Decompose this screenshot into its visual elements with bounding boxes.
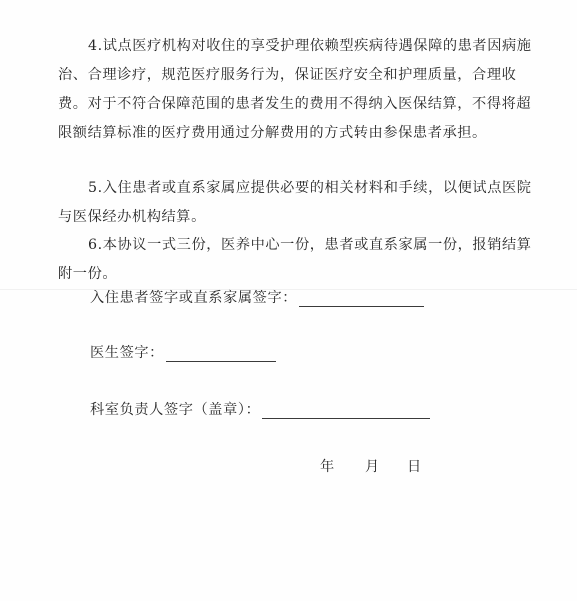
doctor-signature-label: 医生签字： — [90, 345, 164, 361]
clause-6-paragraph: 6.本协议一式三份，医养中心一份，患者或直系家属一份，报销结算附一份。 — [58, 237, 532, 282]
doctor-signature-line[interactable] — [166, 347, 276, 362]
doctor-signature-row — [90, 342, 276, 362]
patient-signature-line[interactable] — [299, 292, 424, 307]
clause-4-paragraph: 4.试点医疗机构对收住的享受护理依赖型疾病待遇保障的患者因病施治、合理诊疗，规范医疗服务行为，保证医疗安全和护理质量，合理收费。对于不符合保障范围的患者发生的费用不得纳入医保结算，不得将超限额结算标准的医疗费用通过分解费用的方式转由参保患者承担。 — [58, 38, 532, 141]
dept-head-signature-line[interactable] — [262, 404, 430, 419]
dept-head-signature-row — [90, 399, 430, 419]
patient-signature-row — [90, 287, 424, 307]
date-month-label: 月 — [365, 459, 380, 475]
patient-signature-label: 入住患者签字或直系家属签字： — [90, 290, 298, 306]
clause-5-paragraph: 5.入住患者或直系家属应提供必要的相关材料和手续，以便试点医院与医保经办机构结算。 — [58, 180, 532, 225]
dept-head-signature-label: 科室负责人签字（盖章）： — [90, 402, 261, 418]
date-day-label: 日 — [407, 459, 422, 475]
date-year-label: 年 — [320, 459, 335, 475]
